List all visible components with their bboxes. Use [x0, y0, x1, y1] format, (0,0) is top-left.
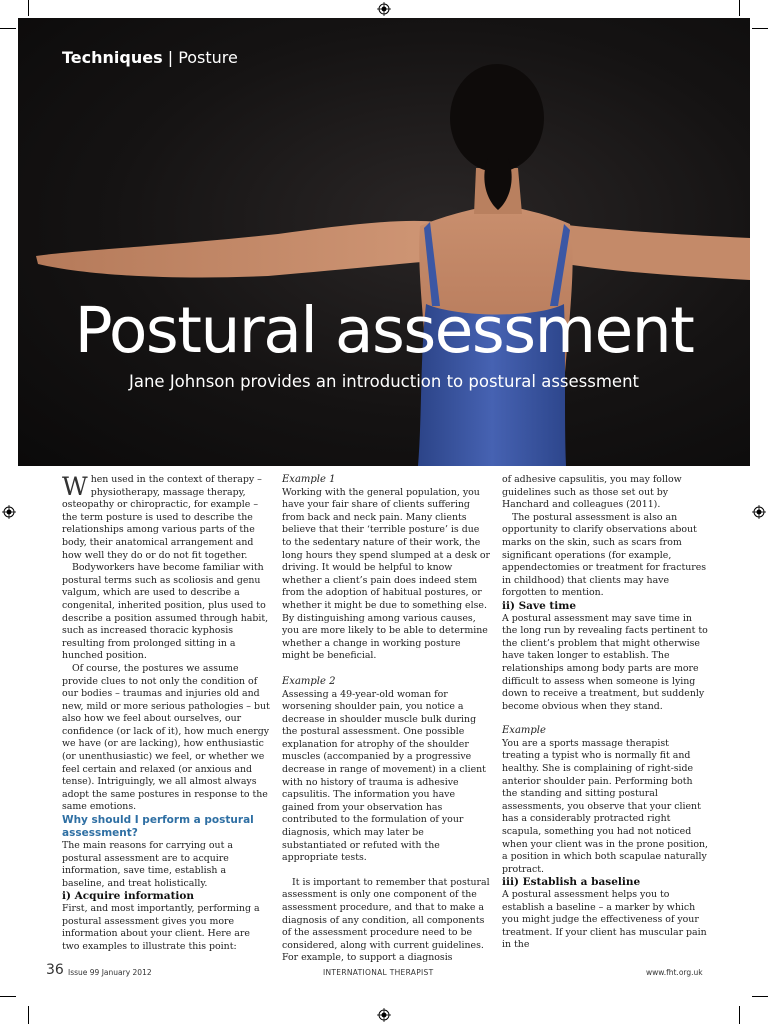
woman-back-illustration: [18, 18, 750, 466]
paragraph: It is important to remember that postural assessment is only one component of the assessment procedure, and that to make a diagnosis of any condition, all components of the assessment procedure need to be considered, along with current guidelines. For example, to support a diagnosis: [282, 876, 490, 964]
example-title: Example 1: [282, 474, 336, 485]
intro-text: hen used in the context of therapy – physiotherapy, massage therapy, osteopathy or chiropractic, for example – the term posture is used to describe the relationships among various parts of the body, their anatomical arrangement and how well they do or do not fit together.: [62, 474, 262, 561]
section-label: [62, 48, 238, 67]
crop-mark: [739, 1006, 740, 1024]
example-title: Example: [502, 725, 546, 737]
registration-mark-icon: [377, 1008, 391, 1022]
paragraph: First, and most importantly, performing a postural assessment gives you more information about your client. Here are two examples to illustrate this point:: [62, 903, 260, 952]
section-heading: Why should I perform a postural assessment?: [62, 814, 254, 840]
publication-name: INTERNATIONAL THERAPIST: [323, 968, 434, 977]
headline: Postural assessment: [74, 294, 694, 367]
example-title: Example 2: [282, 675, 336, 687]
paragraph: The postural assessment is also an opportunity to clarify observations about marks on the skin, such as scars from significant operations (for example, appendectomies or treatment for fractures in childhood) that clients may have forgotten to mention.: [502, 511, 707, 599]
column-1: [62, 474, 270, 953]
drop-cap: W: [62, 472, 88, 501]
registration-mark-icon: [2, 505, 16, 519]
subheading: ii) Save time: [502, 599, 577, 612]
paragraph: Of course, the postures we assume provide clues to not only the condition of our bodies – traumas and injuries old and new, mild or more serious pathologies – but also how we feel about ourselves, our confidence (or lack of it), how much energy we have (or are lacking), how enthusiastic (or unenthusiastic) we feel, or whether we feel certain and relaxed (or anxious and tense). Intriguingly, we all almost always adopt the same postures in response to the same emotions.: [62, 662, 270, 813]
crop-mark: [28, 0, 29, 16]
crop-mark: [0, 28, 16, 29]
issue-date: Issue 99 January 2012: [68, 968, 152, 977]
paragraph: You are a sports massage therapist treating a typist who is normally fit and healthy. She is complaining of right-side anterior shoulder pain. Performing both the standing and sitting postural assessments, you observe that your client has a considerably protracted right scapula, something you had not noticed when your client was in the prone position, a position in which both scapulae naturally protract.: [502, 737, 708, 875]
subheading: i) Acquire information: [62, 890, 195, 903]
hero-photo: [18, 18, 750, 466]
paragraph: Bodyworkers have become familiar with postural terms such as scoliosis and genu valgum, which are used to describe a congenital, inherited position, plus used to describe a position assumed through habit, such as increased thoracic kyphosis resulting from prolonged sitting in a hunched position.: [62, 562, 269, 662]
subheading: iii) Establish a baseline: [502, 876, 641, 889]
section-label-rest: Posture: [178, 48, 238, 67]
crop-mark: [752, 996, 768, 997]
column-3: [502, 474, 710, 952]
crop-mark: [752, 28, 768, 29]
paragraph: Working with the general population, you have your fair share of clients suffering from back and neck pain. Many clients believe that their ‘terrible posture’ is due to the sedentary nature of their work, the long hours they spend slumped at a desk or driving. It would be helpful to know whether a client’s pain does indeed stem from the adoption of habitual postures, or whether it might be due to something else. By distinguishing among various causes, you are more likely to be able to determine whether a change in working posture might be beneficial.: [282, 486, 490, 662]
column-2: [282, 474, 490, 965]
paragraph: A postural assessment may save time in the long run by revealing facts pertinent to the client’s problem that might otherwise have taken longer to establish. The relationships among body parts are more difficult to assess when someone is lying down to receive a treatment, but suddenly become obvious when they stand.: [502, 612, 708, 712]
registration-mark-icon: [377, 2, 391, 16]
section-label-bold: Techniques: [62, 48, 163, 67]
paragraph: Assessing a 49-year-old woman for worsening shoulder pain, you notice a decrease in shoulder muscle bulk during the postural assessment. One possible explanation for atrophy of the shoulder muscles (accompanied by a progressive decrease in range of movement) in a client with no history of trauma is adhesive capsulitis. The information you have gained from your observation has contributed to the formulation of your diagnosis, which may later be substantiated or refuted with the appropriate tests.: [282, 688, 486, 864]
page-number: 36: [46, 962, 64, 978]
intro-paragraph: [62, 474, 270, 562]
standfirst: Jane Johnson provides an introduction to postural assessment: [128, 372, 640, 391]
website-url: www.fht.org.uk: [646, 968, 703, 977]
section-separator: |: [167, 48, 174, 67]
crop-mark: [0, 996, 16, 997]
paragraph: of adhesive capsulitis, you may follow guidelines such as those set out by Hanchard and colleagues (2011).: [502, 474, 682, 511]
paragraph-gap: [282, 865, 490, 877]
crop-mark: [28, 1006, 29, 1024]
paragraph: The main reasons for carrying out a postural assessment are to acquire information, save time, establish a baseline, and treat holistically.: [62, 840, 233, 889]
registration-mark-icon: [752, 505, 766, 519]
paragraph: A postural assessment helps you to establish a baseline – a marker by which you might judge the effectiveness of your treatment. If your client has muscular pain in the: [502, 889, 707, 951]
crop-mark: [739, 0, 740, 16]
